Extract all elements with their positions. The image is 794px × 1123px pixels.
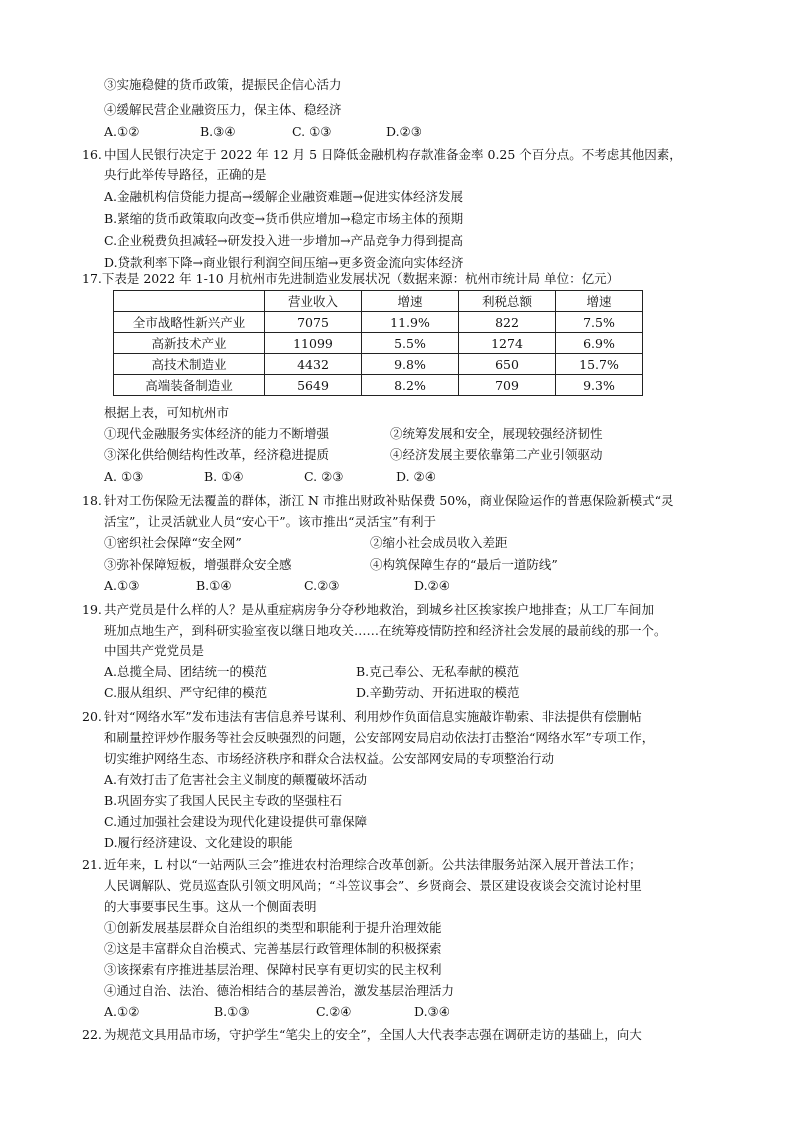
q17-stem: 17.下表是 2022 年 1-10 月杭州市先进制造业发展状况（数据来源：杭州市统计局 单位：亿元） bbox=[82, 271, 620, 286]
q21-item-2: ②这是丰富群众自治模式、完善基层行政管理体制的积极探索 bbox=[104, 941, 442, 956]
q17-option-c[interactable]: C. ②③ bbox=[304, 469, 344, 484]
table-row bbox=[114, 375, 643, 396]
q21-option-c[interactable]: C.②④ bbox=[316, 1004, 352, 1019]
q21-option-b[interactable]: B.①③ bbox=[214, 1004, 250, 1019]
q17-option-d[interactable]: D. ②④ bbox=[396, 469, 436, 484]
table-cell: 5.5% bbox=[362, 333, 459, 354]
table-cell: 7.5% bbox=[556, 312, 643, 333]
q20-stem-3: 切实维护网络生态、市场经济秩序和群众合法权益。公安部网安局的专项整治行动 bbox=[104, 751, 555, 766]
table-cell: 11.9% bbox=[362, 312, 459, 333]
q17-item-2: ②统筹发展和安全，展现较强经济韧性 bbox=[390, 426, 603, 441]
table-header-cell: 增速 bbox=[556, 291, 643, 312]
table-cell: 高端装备制造业 bbox=[114, 375, 265, 396]
q16-number: 16. bbox=[82, 147, 102, 162]
q18-option-a[interactable]: A.①③ bbox=[104, 578, 140, 593]
q21-item-4: ④通过自治、法治、德治相结合的基层善治，激发基层治理活力 bbox=[104, 983, 455, 998]
q20-number: 20. bbox=[82, 709, 102, 724]
q19-choice-c[interactable]: C.服从组织、严守纪律的模范 bbox=[104, 685, 268, 700]
q20-choice-d[interactable]: D.履行经济建设、文化建设的职能 bbox=[104, 835, 293, 850]
q22-stem: 为规范文具用品市场，守护学生“笔尖上的安全”，全国人大代表李志强在调研走访的基础上，向大 bbox=[104, 1027, 642, 1042]
q18-item-1: ①密织社会保障“安全网” bbox=[104, 535, 242, 550]
table-cell: 650 bbox=[459, 354, 556, 375]
q17-item-3: ③深化供给侧结构性改革，经济稳进提质 bbox=[104, 447, 330, 462]
q20-choice-c[interactable]: C.通过加强社会建设为现代化建设提供可靠保障 bbox=[104, 814, 368, 829]
q17-lead: 根据上表，可知杭州市 bbox=[104, 405, 230, 420]
q16-choice-a[interactable]: A.金融机构信贷能力提高→缓解企业融资难题→促进实体经济发展 bbox=[104, 189, 463, 204]
table-row bbox=[114, 354, 643, 375]
q18-item-2: ②缩小社会成员收入差距 bbox=[370, 535, 508, 550]
q16-stem-1: 中国人民银行决定于 2022 年 12 月 5 日降低金融机构存款准备金率 0.25 个百分点。不考虑其他因素， bbox=[104, 147, 682, 162]
q19-stem-3: 中国共产党党员是 bbox=[104, 643, 205, 658]
q17-item-4: ④经济发展主要依靠第二产业引领驱动 bbox=[390, 447, 603, 462]
q15-option-d[interactable]: D.②③ bbox=[386, 124, 422, 139]
q21-option-a[interactable]: A.①② bbox=[104, 1004, 140, 1019]
q18-option-b[interactable]: B.①④ bbox=[196, 578, 232, 593]
table-row bbox=[114, 333, 643, 354]
q17-data-table bbox=[113, 290, 643, 396]
table-cell: 15.7% bbox=[556, 354, 643, 375]
q20-stem-2: 和刷量控评炒作服务等社会反映强烈的问题，公安部网安局启动依法打击整治“网络水军”专项工作， bbox=[104, 730, 655, 745]
table-header-cell bbox=[114, 291, 265, 312]
q18-stem-2: 活宝”，让灵活就业人员“安心干”。该市推出“灵活宝”有利于 bbox=[104, 514, 436, 529]
q21-option-d[interactable]: D.③④ bbox=[414, 1004, 450, 1019]
q17-item-1: ①现代金融服务实体经济的能力不断增强 bbox=[104, 426, 330, 441]
table-cell: 5649 bbox=[265, 375, 362, 396]
q15-option-c[interactable]: C. ①③ bbox=[292, 124, 332, 139]
q21-number: 21. bbox=[82, 857, 102, 872]
q22-number: 22. bbox=[82, 1027, 102, 1042]
q15-item-4: ④缓解民营企业融资压力，保主体、稳经济 bbox=[104, 102, 342, 117]
q18-option-d[interactable]: D.②④ bbox=[414, 578, 450, 593]
q15-option-a[interactable]: A.①② bbox=[104, 124, 140, 139]
table-cell: 8.2% bbox=[362, 375, 459, 396]
q18-item-3: ③弥补保障短板，增强群众安全感 bbox=[104, 557, 292, 572]
q18-option-c[interactable]: C.②③ bbox=[304, 578, 340, 593]
table-header-row bbox=[114, 291, 643, 312]
q19-choice-a[interactable]: A.总揽全局、团结统一的模范 bbox=[104, 664, 268, 679]
table-cell: 7075 bbox=[265, 312, 362, 333]
q19-stem-2: 班加点地生产，到科研实验室夜以继日地攻关……在统筹疫情防控和经济社会发展的最前线的那一个。 bbox=[104, 623, 667, 638]
q16-stem-2: 央行此举传导路径，正确的是 bbox=[104, 167, 267, 182]
q18-stem-1: 针对工伤保险无法覆盖的群体，浙江 N 市推出财政补贴保费 50%，商业保险运作的普惠保险新模式“灵 bbox=[104, 493, 674, 508]
table-header-cell: 营业收入 bbox=[265, 291, 362, 312]
table-header-cell: 增速 bbox=[362, 291, 459, 312]
q20-choice-a[interactable]: A.有效打击了危害社会主义制度的颠覆破坏活动 bbox=[104, 772, 368, 787]
table-cell: 高新技术产业 bbox=[114, 333, 265, 354]
q16-choice-d[interactable]: D.贷款利率下降→商业银行利润空间压缩→更多资金流向实体经济 bbox=[104, 255, 464, 270]
q21-stem-3: 的大事要事民生事。这从一个侧面表明 bbox=[104, 899, 317, 914]
table-cell: 822 bbox=[459, 312, 556, 333]
q20-choice-b[interactable]: B.巩固夯实了我国人民民主专政的坚强柱石 bbox=[104, 793, 343, 808]
q15-item-3: ③实施稳健的货币政策，提振民企信心活力 bbox=[104, 77, 342, 92]
table-cell: 9.3% bbox=[556, 375, 643, 396]
q21-item-3: ③该探索有序推进基层治理、保障村民享有更切实的民主权利 bbox=[104, 962, 442, 977]
q19-number: 19. bbox=[82, 602, 102, 617]
q19-choice-b[interactable]: B.克己奉公、无私奉献的模范 bbox=[356, 664, 520, 679]
q19-stem-1: 共产党员是什么样的人？是从重症病房争分夺秒地救治，到城乡社区挨家挨户地排查；从工厂车间加 bbox=[104, 602, 655, 617]
q18-number: 18. bbox=[82, 493, 102, 508]
table-cell: 11099 bbox=[265, 333, 362, 354]
table-row bbox=[114, 312, 643, 333]
q16-choice-b[interactable]: B.紧缩的货币政策取向改变→货币供应增加→稳定市场主体的预期 bbox=[104, 211, 464, 226]
q21-stem-1: 近年来，L 村以“一站两队三会”推进农村治理综合改革创新。公共法律服务站深入展开普法工作； bbox=[104, 857, 642, 872]
q21-item-1: ①创新发展基层群众自治组织的类型和职能利于提升治理效能 bbox=[104, 920, 442, 935]
table-cell: 6.9% bbox=[556, 333, 643, 354]
q15-option-b[interactable]: B.③④ bbox=[200, 124, 236, 139]
q16-choice-c[interactable]: C.企业税费负担减轻→研发投入进一步增加→产品竞争力得到提高 bbox=[104, 233, 464, 248]
q18-item-4: ④构筑保障生存的“最后一道防线” bbox=[370, 557, 558, 572]
q17-option-a[interactable]: A. ①③ bbox=[104, 469, 144, 484]
q20-stem-1: 针对“网络水军”发布违法有害信息养号谋利、利用炒作负面信息实施敲诈勒索、非法提供有偿删帖 bbox=[104, 709, 642, 724]
table-cell: 9.8% bbox=[362, 354, 459, 375]
q17-option-b[interactable]: B. ①④ bbox=[204, 469, 244, 484]
table-cell: 4432 bbox=[265, 354, 362, 375]
table-cell: 1274 bbox=[459, 333, 556, 354]
q19-choice-d[interactable]: D.辛勤劳动、开拓进取的模范 bbox=[356, 685, 520, 700]
table-cell: 高技术制造业 bbox=[114, 354, 265, 375]
table-cell: 709 bbox=[459, 375, 556, 396]
table-cell: 全市战略性新兴产业 bbox=[114, 312, 265, 333]
table-header-cell: 利税总额 bbox=[459, 291, 556, 312]
q21-stem-2: 人民调解队、党员巡查队引领文明风尚；“斗笠议事会”、乡贤商会、景区建设夜谈会交流讨论村里 bbox=[104, 878, 642, 893]
